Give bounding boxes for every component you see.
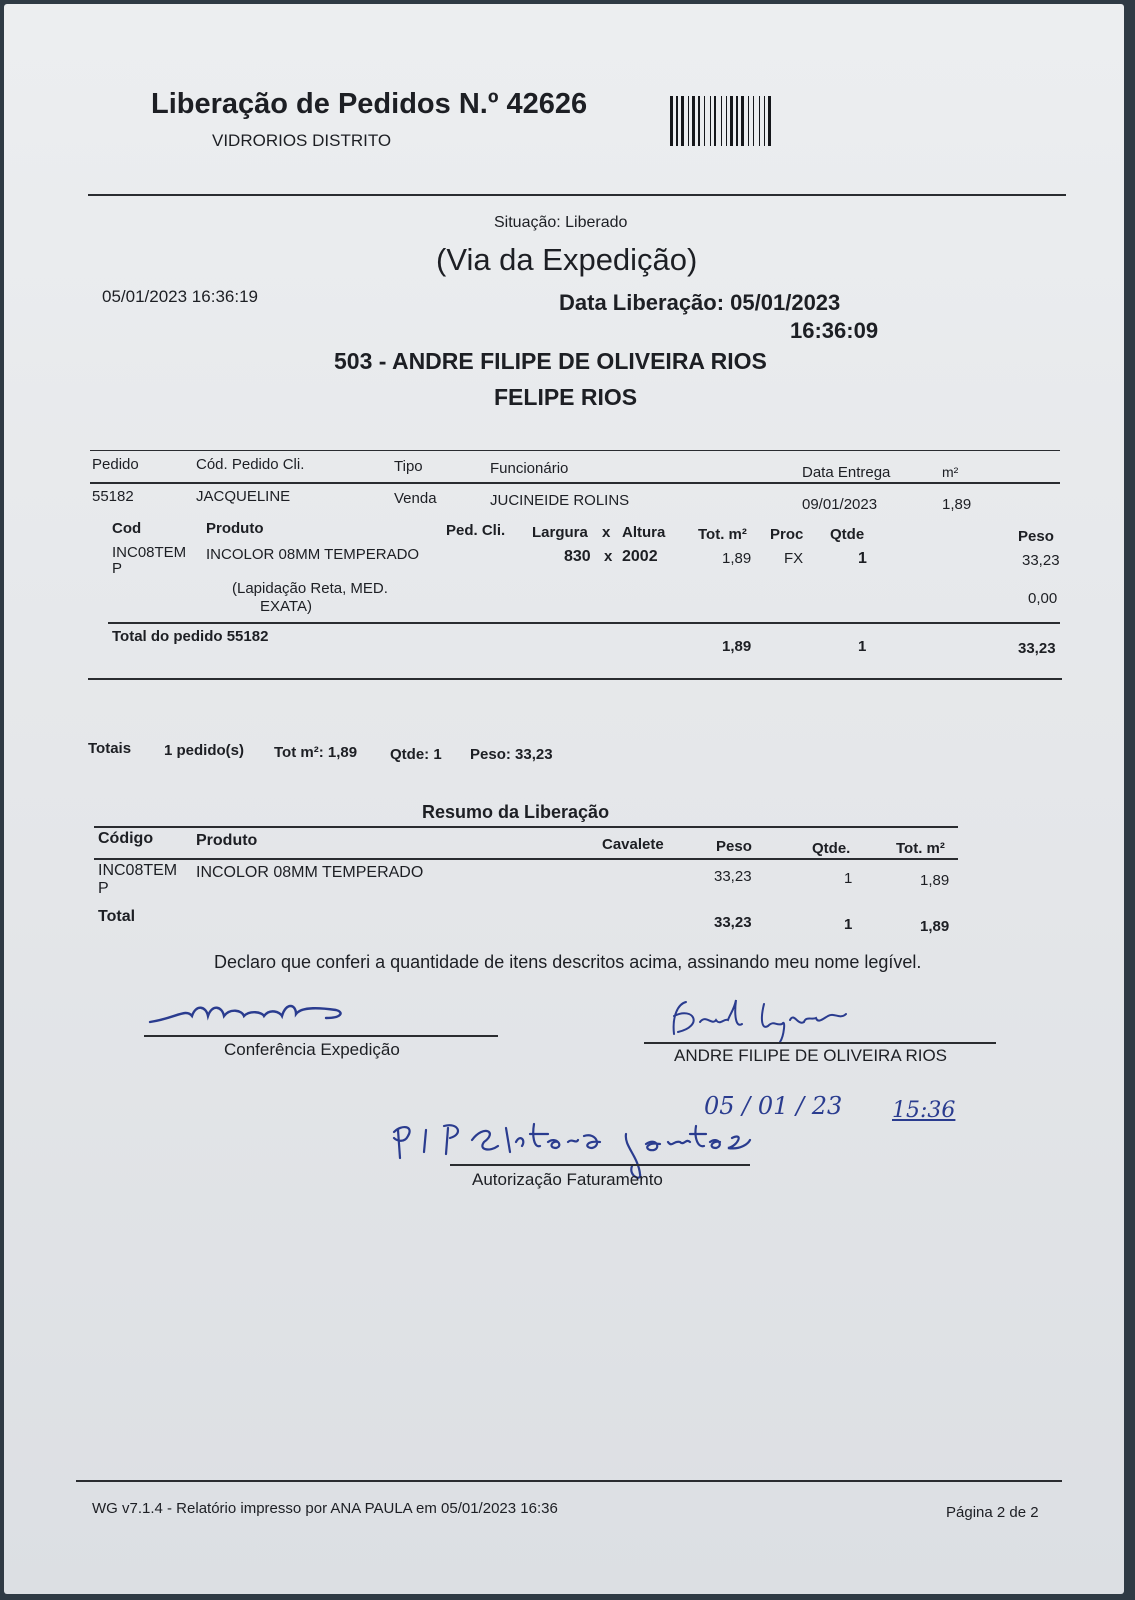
summary-title: Resumo da Liberação — [422, 802, 610, 822]
handwritten-date: 05 / 01 / 23 — [704, 1092, 843, 1120]
order-employee: JUCINEIDE ROLINS — [490, 492, 630, 509]
item-tot-m2: 1,89 — [722, 550, 752, 567]
order-delivery-date: 09/01/2023 — [802, 496, 878, 513]
summary-col-codigo: Código — [98, 830, 154, 847]
item-process-desc: (Lapidação Reta, MED. — [232, 580, 388, 597]
divider — [94, 858, 958, 860]
copy-label: (Via da Expedição) — [436, 242, 698, 277]
barcode-bar — [676, 96, 678, 146]
divider — [90, 450, 1060, 451]
order-total-m2: 1,89 — [722, 638, 752, 655]
item-process-desc-cont: EXATA) — [260, 598, 312, 615]
signature-line-left — [144, 1035, 498, 1037]
summary-total-peso: 33,23 — [714, 914, 752, 931]
item-code: INC08TEM — [112, 544, 187, 561]
client-name: 503 - ANDRE FILIPE DE OLIVEIRA RIOS — [334, 348, 767, 374]
declaration-text: Declaro que conferi a quantidade de itens descritos acima, assinando meu nome legível. — [214, 952, 922, 972]
items-col-cod: Cod — [112, 520, 142, 537]
item-process-peso: 0,00 — [1028, 590, 1058, 607]
divider — [94, 826, 958, 828]
col-data-entrega: Data Entrega — [802, 464, 891, 481]
col-cod-pedido-cli: Cód. Pedido Cli. — [196, 456, 305, 473]
footer-print-info: WG v7.1.4 - Relatório impresso por ANA PAULA em 05/01/2023 16:36 — [92, 1500, 558, 1517]
totals-label: Totais — [88, 740, 132, 757]
barcode-bar — [714, 96, 716, 146]
summary-total-label: Total — [98, 908, 136, 925]
item-proc: FX — [784, 550, 804, 567]
company-name: VIDRORIOS DISTRITO — [212, 131, 392, 150]
footer-divider — [76, 1480, 1062, 1482]
items-col-tot-m2: Tot. m² — [698, 526, 747, 543]
barcode-bar — [670, 96, 673, 146]
items-col-ped-cli: Ped. Cli. — [446, 522, 506, 539]
totals-orders: 1 pedido(s) — [164, 742, 245, 759]
barcode-bar — [764, 96, 765, 146]
barcode-bar — [730, 96, 733, 146]
barcode-bar — [688, 96, 689, 146]
divider — [108, 622, 1060, 624]
col-pedido: Pedido — [92, 456, 139, 473]
summary-col-cavalete: Cavalete — [602, 836, 664, 853]
totals-peso: Peso: 33,23 — [470, 746, 553, 763]
items-col-x: x — [602, 524, 611, 541]
document-page — [4, 4, 1124, 1594]
summary-row-code-cont: P — [98, 880, 109, 897]
item-peso: 33,23 — [1022, 552, 1060, 569]
order-total-qtde: 1 — [858, 638, 867, 655]
summary-row-tot-m2: 1,89 — [920, 872, 950, 889]
signature-conferencia — [146, 994, 356, 1030]
barcode-bar — [681, 96, 684, 146]
client-nickname: FELIPE RIOS — [494, 384, 638, 410]
summary-col-tot-m2: Tot. m² — [896, 840, 945, 857]
items-col-proc: Proc — [770, 526, 804, 543]
totals-qtde: Qtde: 1 — [390, 746, 442, 763]
item-largura: 830 — [564, 548, 591, 565]
signature-line-billing — [450, 1164, 750, 1166]
barcode-bar — [704, 96, 705, 146]
item-x: x — [604, 548, 613, 565]
col-m2: m² — [942, 464, 959, 480]
footer-page-number: Página 2 de 2 — [946, 1504, 1039, 1521]
item-code-cont: P — [112, 560, 123, 577]
order-number: 55182 — [92, 488, 134, 505]
barcode-bar — [741, 96, 744, 146]
handwritten-time: 15:36 — [892, 1098, 956, 1123]
order-total-peso: 33,23 — [1018, 640, 1056, 657]
printed-timestamp: 05/01/2023 16:36:19 — [102, 287, 258, 306]
barcode-bar — [753, 96, 754, 146]
items-col-altura: Altura — [622, 524, 666, 541]
status-text: Situação: Liberado — [494, 214, 628, 231]
signature-client — [664, 996, 874, 1044]
totals-m2: Tot m²: 1,89 — [274, 744, 358, 761]
summary-total-tot-m2: 1,89 — [920, 918, 950, 935]
release-time: 16:36:09 — [790, 318, 879, 343]
barcode-image — [670, 96, 842, 146]
items-col-peso: Peso — [1018, 528, 1054, 545]
signature-line-right — [644, 1042, 996, 1044]
order-client-code: JACQUELINE — [196, 488, 291, 505]
items-col-qtde: Qtde — [830, 526, 865, 543]
summary-row-code: INC08TEM — [98, 862, 178, 879]
signature-caption-left: Conferência Expedição — [224, 1040, 400, 1059]
barcode-bar — [759, 96, 760, 146]
summary-col-qtde: Qtde. — [812, 840, 851, 857]
item-altura: 2002 — [622, 548, 658, 565]
item-product: INCOLOR 08MM TEMPERADO — [206, 546, 420, 563]
barcode-bar — [710, 96, 711, 146]
signature-caption-right: ANDRE FILIPE DE OLIVEIRA RIOS — [674, 1046, 948, 1065]
col-funcionario: Funcionário — [490, 460, 569, 477]
items-col-largura: Largura — [532, 524, 588, 541]
summary-total-qtde: 1 — [844, 916, 853, 933]
barcode-bar — [736, 96, 738, 146]
document-title: Liberação de Pedidos N.º 42626 — [151, 88, 588, 120]
summary-row-qtde: 1 — [844, 870, 853, 887]
barcode-bar — [726, 96, 727, 146]
order-m2: 1,89 — [942, 496, 972, 513]
order-type: Venda — [394, 490, 437, 507]
summary-col-peso: Peso — [716, 838, 752, 855]
barcode-bar — [721, 96, 722, 146]
summary-row-peso: 33,23 — [714, 868, 752, 885]
summary-col-produto: Produto — [196, 832, 258, 849]
barcode-bar — [768, 96, 771, 146]
col-tipo: Tipo — [394, 458, 423, 475]
order-total-label: Total do pedido 55182 — [112, 628, 269, 645]
barcode-bar — [692, 96, 695, 146]
signature-caption-billing: Autorização Faturamento — [472, 1170, 663, 1189]
item-qtde: 1 — [858, 550, 867, 567]
release-date: Data Liberação: 05/01/2023 — [559, 290, 841, 315]
items-col-produto: Produto — [206, 520, 264, 537]
barcode-bar — [748, 96, 749, 146]
divider — [90, 482, 1060, 484]
barcode-bar — [698, 96, 700, 146]
divider — [88, 678, 1062, 680]
summary-row-product: INCOLOR 08MM TEMPERADO — [196, 864, 424, 881]
divider — [88, 194, 1066, 196]
